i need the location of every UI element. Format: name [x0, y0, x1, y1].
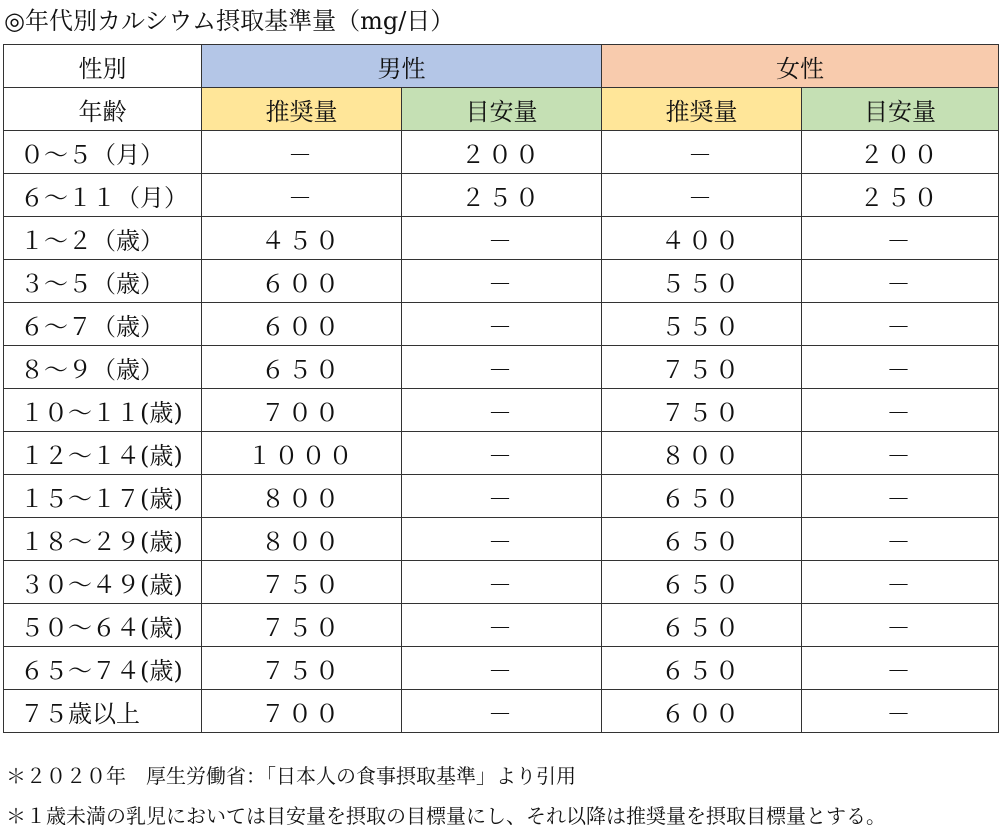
- female-recommended-cell: ６５０: [602, 604, 802, 647]
- table-row: [4, 174, 999, 217]
- male-adequate-cell: －: [402, 217, 602, 260]
- female-recommended-cell: ４００: [602, 217, 802, 260]
- female-adequate-cell: ２５０: [802, 174, 999, 217]
- age-cell: ０～５（月）: [4, 131, 202, 174]
- male-recommended-cell: ７００: [202, 389, 402, 432]
- female-recommended-header-cell: 推奨量: [602, 88, 802, 131]
- male-adequate-header-cell: 目安量: [402, 88, 602, 131]
- type-header-row: [4, 88, 999, 131]
- age-cell: １８～２９(歳): [4, 518, 202, 561]
- male-recommended-cell: ７５０: [202, 604, 402, 647]
- footnotes: [6, 756, 886, 836]
- sex-label-cell: 性別: [4, 45, 202, 88]
- female-adequate-cell: －: [802, 518, 999, 561]
- male-adequate-cell: －: [402, 604, 602, 647]
- male-recommended-cell: ７５０: [202, 561, 402, 604]
- male-adequate-cell: －: [402, 346, 602, 389]
- female-adequate-header-cell: 目安量: [802, 88, 999, 131]
- calcium-intake-table: [3, 44, 999, 733]
- male-recommended-cell: １０００: [202, 432, 402, 475]
- male-adequate-cell: －: [402, 518, 602, 561]
- male-adequate-cell: ２５０: [402, 174, 602, 217]
- male-adequate-cell: －: [402, 303, 602, 346]
- female-recommended-cell: ５５０: [602, 303, 802, 346]
- male-adequate-cell: ２００: [402, 131, 602, 174]
- female-recommended-cell: ６５０: [602, 475, 802, 518]
- table-row: [4, 475, 999, 518]
- female-adequate-cell: －: [802, 346, 999, 389]
- male-adequate-cell: －: [402, 260, 602, 303]
- age-cell: ６５～７４(歳): [4, 647, 202, 690]
- female-adequate-cell: ２００: [802, 131, 999, 174]
- female-adequate-cell: －: [802, 690, 999, 733]
- age-cell: ３～５（歳）: [4, 260, 202, 303]
- male-recommended-cell: ４５０: [202, 217, 402, 260]
- table-row: [4, 217, 999, 260]
- usage-note: ＊１歳未満の乳児においては目安量を摂取の目標量にし、それ以降は推奨量を摂取目標量とする。: [6, 804, 886, 828]
- table-row: [4, 389, 999, 432]
- male-recommended-cell: ７００: [202, 690, 402, 733]
- age-cell: ５０～６４(歳): [4, 604, 202, 647]
- table-row: [4, 303, 999, 346]
- sex-header-row: [4, 45, 999, 88]
- female-header-cell: 女性: [602, 45, 999, 88]
- female-recommended-cell: ８００: [602, 432, 802, 475]
- female-adequate-cell: －: [802, 217, 999, 260]
- table-row: [4, 690, 999, 733]
- male-recommended-cell: －: [202, 174, 402, 217]
- table-row: [4, 647, 999, 690]
- table-row: [4, 260, 999, 303]
- age-cell: １～２（歳）: [4, 217, 202, 260]
- female-adequate-cell: －: [802, 260, 999, 303]
- male-adequate-cell: －: [402, 389, 602, 432]
- page-title: ◎年代別カルシウム摂取基準量（mg/日）: [4, 7, 455, 35]
- female-adequate-cell: －: [802, 604, 999, 647]
- table-row: [4, 432, 999, 475]
- table-row: [4, 604, 999, 647]
- age-cell: ７５歳以上: [4, 690, 202, 733]
- age-cell: １２～１４(歳): [4, 432, 202, 475]
- male-adequate-cell: －: [402, 432, 602, 475]
- table-row: [4, 518, 999, 561]
- female-recommended-cell: ６５０: [602, 561, 802, 604]
- female-adequate-cell: －: [802, 647, 999, 690]
- male-recommended-cell: ８００: [202, 475, 402, 518]
- female-adequate-cell: －: [802, 303, 999, 346]
- male-header-cell: 男性: [202, 45, 602, 88]
- male-recommended-cell: －: [202, 131, 402, 174]
- male-recommended-header-cell: 推奨量: [202, 88, 402, 131]
- age-cell: １０～１１(歳): [4, 389, 202, 432]
- age-label-cell: 年齢: [4, 88, 202, 131]
- female-adequate-cell: －: [802, 561, 999, 604]
- age-cell: ６～１１（月）: [4, 174, 202, 217]
- age-cell: ６～７（歳）: [4, 303, 202, 346]
- female-recommended-cell: ７５０: [602, 346, 802, 389]
- source-note: ＊２０２０年 厚生労働省：「日本人の食事摂取基準」より引用: [6, 764, 576, 788]
- age-cell: ３０～４９(歳): [4, 561, 202, 604]
- male-adequate-cell: －: [402, 690, 602, 733]
- male-adequate-cell: －: [402, 561, 602, 604]
- male-recommended-cell: ８００: [202, 518, 402, 561]
- female-recommended-cell: ６５０: [602, 647, 802, 690]
- male-recommended-cell: ６００: [202, 303, 402, 346]
- female-recommended-cell: －: [602, 131, 802, 174]
- female-adequate-cell: －: [802, 389, 999, 432]
- male-recommended-cell: ６５０: [202, 346, 402, 389]
- table-row: [4, 561, 999, 604]
- male-recommended-cell: ７５０: [202, 647, 402, 690]
- table-row: [4, 346, 999, 389]
- female-recommended-cell: －: [602, 174, 802, 217]
- male-recommended-cell: ６００: [202, 260, 402, 303]
- age-cell: １５～１７(歳): [4, 475, 202, 518]
- male-adequate-cell: －: [402, 647, 602, 690]
- female-recommended-cell: ５５０: [602, 260, 802, 303]
- female-adequate-cell: －: [802, 432, 999, 475]
- female-recommended-cell: ７５０: [602, 389, 802, 432]
- age-cell: ８～９（歳）: [4, 346, 202, 389]
- table-body: [4, 131, 999, 733]
- female-recommended-cell: ６００: [602, 690, 802, 733]
- male-adequate-cell: －: [402, 475, 602, 518]
- female-recommended-cell: ６５０: [602, 518, 802, 561]
- female-adequate-cell: －: [802, 475, 999, 518]
- table-row: [4, 131, 999, 174]
